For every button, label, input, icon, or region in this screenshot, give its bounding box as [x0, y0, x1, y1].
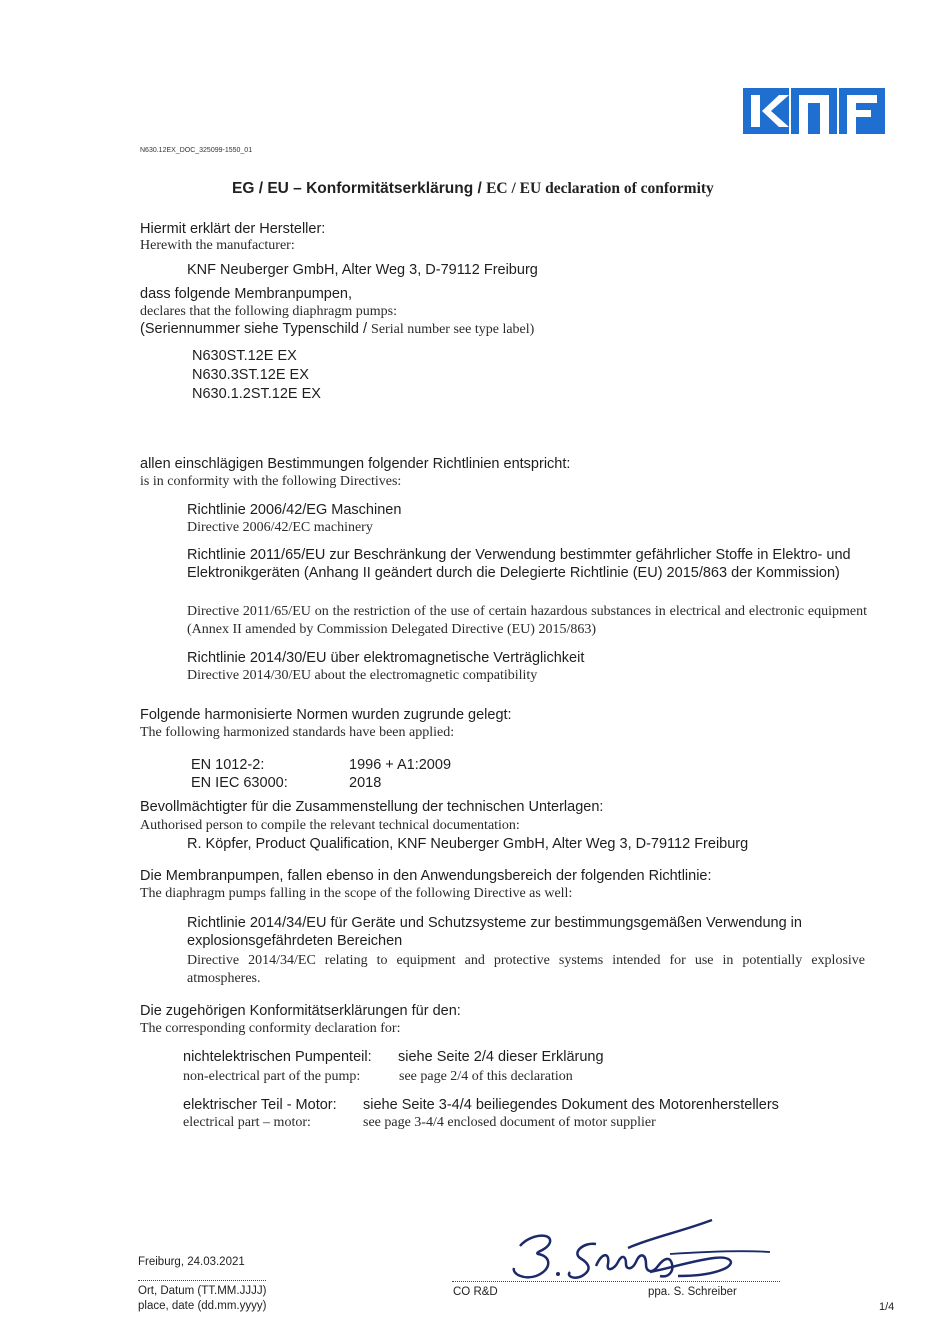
serial-note-german: (Seriennummer siehe Typenschild / [140, 321, 372, 337]
directive-english: Directive 2006/42/EC machinery [187, 520, 373, 535]
model-item: N630ST.12E EX [192, 348, 297, 364]
scope-directive-english: Directive 2014/34/EC relating to equipment and protective systems intended for use in potentially explosive atmospheres. [187, 953, 865, 986]
title-german: EG / EU – Konformitätserklärung / [232, 180, 487, 197]
pumps-intro-english: declares that the following diaphragm pumps: [140, 304, 397, 319]
page-title [232, 180, 714, 198]
signer-name: ppa. S. Schreiber [648, 1286, 737, 1298]
related-english: The corresponding conformity declaration for: [140, 1021, 401, 1036]
authorised-person: R. Köpfer, Product Qualification, KNF Neuberger GmbH, Alter Weg 3, D-79112 Freiburg [187, 836, 749, 852]
nonelectrical-label-english: non-electrical part of the pump: [183, 1069, 361, 1084]
standards-intro-german: Folgende harmonisierte Normen wurden zugrunde gelegt: [140, 707, 512, 723]
directives-intro-german: allen einschlägigen Bestimmungen folgender Richtlinien entspricht: [140, 456, 571, 472]
standard-value: 2018 [349, 775, 382, 791]
directive-german: Richtlinie 2014/30/EU über elektromagnetische Verträglichkeit [187, 650, 585, 666]
related-german: Die zugehörigen Konformitätserklärungen für den: [140, 1003, 461, 1019]
electrical-value: siehe Seite 3-4/4 beiliegendes Dokument des Motorenherstellers [363, 1097, 779, 1113]
serial-note-english: Serial number see type label) [371, 322, 535, 337]
directive-german: Richtlinie 2006/42/EG Maschinen [187, 502, 402, 518]
electrical-label: elektrischer Teil - Motor: [183, 1097, 337, 1113]
nonelectrical-label: nichtelektrischen Pumpenteil: [183, 1049, 372, 1065]
directive-english: Directive 2011/65/EU on the restriction of the use of certain hazardous substances in electrical and electronic equipment (Annex II amended by Commission Delegated Directive (EU) 2015/863) [187, 604, 867, 637]
electrical-value-english: see page 3-4/4 enclosed document of motor supplier [363, 1115, 656, 1130]
page-number: 1/4 [879, 1301, 895, 1313]
model-item: N630.3ST.12E EX [192, 367, 309, 383]
directives-intro-english: is in conformity with the following Directives: [140, 474, 402, 489]
intro-german: Hiermit erklärt der Hersteller: [140, 221, 326, 237]
place-date: Freiburg, 24.03.2021 [138, 1256, 245, 1268]
model-item: N630.1.2ST.12E EX [192, 386, 321, 402]
nonelectrical-value: siehe Seite 2/4 dieser Erklärung [398, 1049, 604, 1065]
standard-name: EN IEC 63000: [191, 775, 288, 791]
place-date-line [138, 1280, 266, 1281]
authorised-german: Bevollmächtigter für die Zusammenstellung der technischen Unterlagen: [140, 799, 604, 815]
standard-name: EN 1012-2: [191, 757, 265, 773]
signature-line [452, 1281, 780, 1282]
title-english: EC / EU declaration of conformity [486, 180, 714, 197]
scope-directive-german: Richtlinie 2014/34/EU für Geräte und Schutzsysteme zur bestimmungsgemäßen Verwendung in explosionsgefährdeten Bereichen [187, 915, 802, 949]
standard-value: 1996 + A1:2009 [349, 757, 452, 773]
electrical-label-english: electrical part – motor: [183, 1115, 311, 1130]
document-id: N630.12EX_DOC_325099-1550_01 [140, 147, 253, 154]
manufacturer-address: KNF Neuberger GmbH, Alter Weg 3, D-79112 Freiburg [187, 262, 538, 278]
serial-note [140, 320, 534, 338]
signature-image [500, 1212, 785, 1292]
standards-intro-english: The following harmonized standards have been applied: [140, 725, 455, 740]
place-date-label-english: place, date (dd.mm.yyyy) [138, 1300, 267, 1312]
scope-english: The diaphragm pumps falling in the scope of the following Directive as well: [140, 886, 573, 901]
place-date-label-german: Ort, Datum (TT.MM.JJJJ) [138, 1285, 267, 1297]
scope-german: Die Membranpumpen, fallen ebenso in den Anwendungsbereich der folgenden Richtlinie: [140, 868, 712, 884]
nonelectrical-value-english: see page 2/4 of this declaration [399, 1069, 573, 1084]
department: CO R&D [453, 1286, 498, 1298]
intro-english: Herewith the manufacturer: [140, 238, 295, 253]
authorised-english: Authorised person to compile the relevant technical documentation: [140, 818, 520, 833]
pumps-intro-german: dass folgende Membranpumpen, [140, 286, 352, 302]
directive-german: Richtlinie 2011/65/EU zur Beschränkung der Verwendung bestimmter gefährlicher Stoffe in Elektro- und Elektronikgeräten (Anhang II geändert durch die Delegierte Richtlinie (EU) 2015/863 der Kommission) [187, 547, 851, 581]
knf-logo [743, 88, 885, 134]
directive-english: Directive 2014/30/EU about the electromagnetic compatibility [187, 668, 538, 683]
